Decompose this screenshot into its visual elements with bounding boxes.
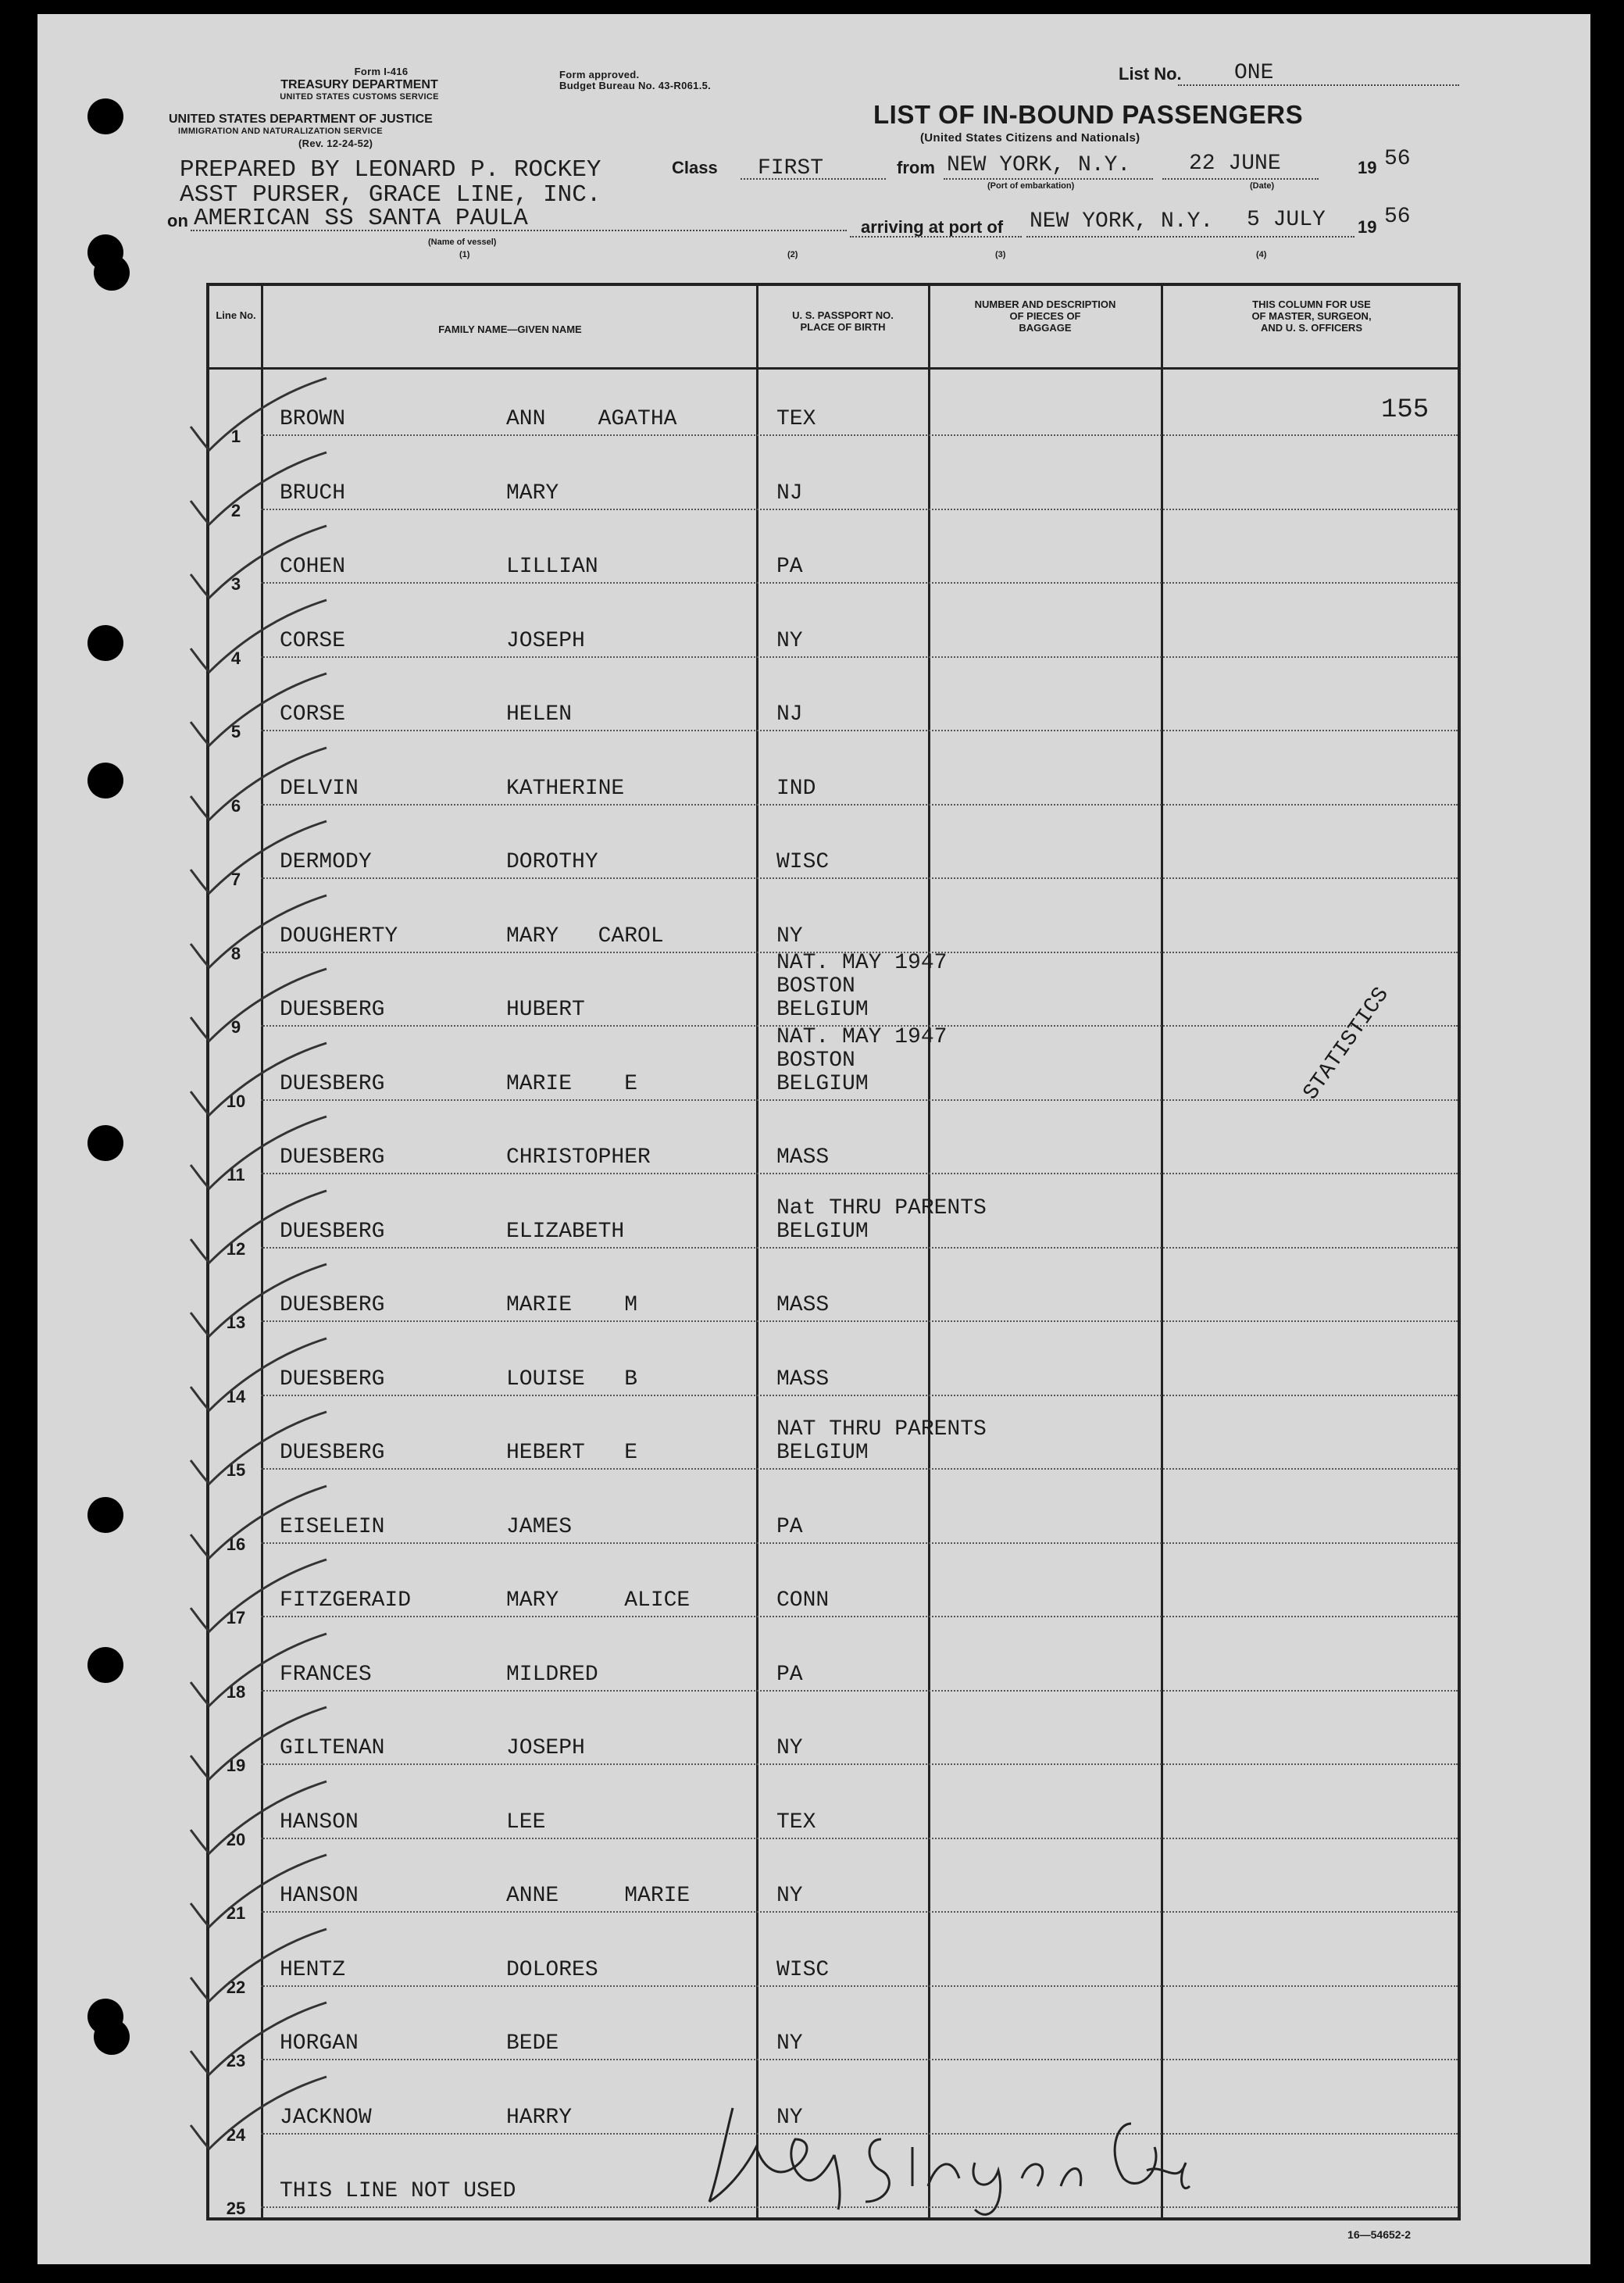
place-of-birth: BELGIUM (776, 998, 869, 1022)
family-name: DUESBERG (280, 1367, 385, 1392)
caption-1: (1) (459, 250, 470, 259)
place-of-birth: NY (776, 1884, 803, 1908)
row-rule (261, 804, 1458, 806)
row-rule (261, 1395, 1458, 1396)
family-name: HORGAN (280, 2031, 359, 2056)
year-prefix: 19 (1358, 158, 1377, 177)
col-line-no: Line No. (216, 309, 256, 321)
given-name: MARY CAROL (506, 924, 664, 949)
row-rule (261, 1099, 1458, 1101)
binder-hole (87, 763, 123, 799)
check-mark-icon (186, 963, 334, 1049)
family-name: HENTZ (280, 1957, 346, 1982)
arriving-label: arriving at port of (861, 217, 1004, 237)
dept-justice: UNITED STATES DEPARTMENT OF JUSTICE (169, 113, 433, 126)
col-passport: U. S. PASSPORT NO. PLACE OF BIRTH (792, 309, 894, 333)
check-mark-icon (186, 1110, 334, 1196)
embark-year: 56 (1384, 147, 1411, 171)
row-rule (261, 434, 1458, 436)
line-number: 4 (230, 648, 241, 668)
line-number: 7 (230, 870, 241, 889)
family-name: HANSON (280, 1884, 359, 1908)
row-rule (261, 656, 1458, 658)
family-name: CORSE (280, 702, 346, 727)
passenger-table (206, 283, 1461, 2220)
check-mark-icon (186, 1923, 334, 2009)
form-approved: Form approved. (559, 69, 640, 80)
line-number: 21 (226, 1903, 246, 1923)
page-subtitle: (United States Citizens and Nationals) (920, 131, 1140, 145)
year-prefix-2: 19 (1358, 217, 1377, 237)
line-number: 9 (230, 1017, 241, 1037)
embark-caption: (Port of embarkation) (987, 181, 1075, 191)
given-name: CHRISTOPHER (506, 1145, 651, 1170)
col-officers: THIS COLUMN FOR USE OF MASTER, SURGEON, AND U. S. OFFICERS (1251, 298, 1372, 334)
page-title: LIST OF IN-BOUND PASSENGERS (873, 100, 1304, 129)
check-mark-icon (186, 889, 334, 975)
form-number: Form I-416 (354, 66, 409, 77)
naturalization-note: Nat THRU PARENTS (776, 1195, 987, 1220)
budget-bureau: Budget Bureau No. 43-R061.5. (559, 80, 712, 91)
row-rule (261, 509, 1458, 510)
officer-note: 155 (1381, 395, 1429, 425)
given-name: MARY ALICE (506, 1588, 691, 1613)
check-mark-icon (186, 1332, 334, 1418)
given-name: LOUISE B (506, 1367, 638, 1392)
col-baggage: NUMBER AND DESCRIPTION OF PIECES OF BAGGAGE (974, 298, 1116, 334)
given-name: MARIE E (506, 1071, 638, 1096)
manifest-sheet (37, 14, 1590, 2264)
arrival-date: 5 JULY (1247, 208, 1326, 232)
binder-hole (87, 625, 123, 661)
place-of-birth: BELGIUM (776, 1219, 869, 1244)
family-name: CORSE (280, 628, 346, 653)
line-number: 3 (230, 574, 241, 594)
footer-code: 16—54652-2 (1347, 2228, 1411, 2241)
place-of-birth: NY (776, 628, 803, 653)
row-rule (261, 1838, 1458, 1839)
prepared-by: PREPARED BY LEONARD P. ROCKEY (180, 156, 601, 184)
check-mark-icon (186, 1627, 334, 1713)
place-of-birth: PA (776, 1662, 803, 1687)
place-of-birth: NY (776, 1736, 803, 1760)
from-label: from (897, 158, 935, 177)
customs-service: UNITED STATES CUSTOMS SERVICE (280, 92, 439, 102)
row-rule (261, 1690, 1458, 1692)
check-mark-icon (186, 520, 334, 606)
check-mark-icon (186, 594, 334, 680)
place-of-birth: NY (776, 924, 803, 949)
check-mark-icon (186, 1258, 334, 1344)
place-of-birth: NJ (776, 481, 803, 506)
row-rule (261, 730, 1458, 731)
family-name: DUESBERG (280, 998, 385, 1022)
caption-2: (2) (787, 250, 798, 259)
place-of-birth: NY (776, 2031, 803, 2056)
family-name: DUESBERG (280, 1071, 385, 1096)
given-name: LILLIAN (506, 555, 598, 579)
place-of-birth: PA (776, 1514, 803, 1539)
check-mark-icon (186, 1037, 334, 1123)
given-name: BEDE (506, 2031, 559, 2056)
place-of-birth: WISC (776, 1957, 830, 1982)
place-of-birth: TEX (776, 1810, 816, 1835)
check-mark-icon (186, 1996, 334, 2082)
arrival-port: NEW YORK, N.Y. (1030, 209, 1214, 234)
line-number: 11 (227, 1165, 245, 1184)
arrival-year: 56 (1384, 205, 1411, 229)
given-name: HUBERT (506, 998, 585, 1022)
on-label: on (167, 211, 188, 230)
line-number: 15 (226, 1460, 246, 1480)
family-name: DUESBERG (280, 1293, 385, 1317)
list-no-label: List No. (1119, 64, 1182, 84)
family-name: BROWN (280, 407, 346, 431)
binder-hole (87, 234, 123, 270)
family-name: DERMODY (280, 850, 372, 874)
family-name: HANSON (280, 1810, 359, 1835)
line-number: 20 (226, 1829, 246, 1849)
check-mark-icon (186, 372, 334, 458)
line-number: 22 (226, 1977, 246, 1997)
row-rule (261, 1173, 1458, 1174)
place-of-birth: MASS (776, 1293, 830, 1317)
given-name: HARRY (506, 2105, 573, 2130)
embark-date: 22 JUNE (1189, 152, 1281, 176)
line-number: 17 (226, 1608, 246, 1627)
vessel-name: AMERICAN SS SANTA PAULA (194, 205, 528, 232)
row-rule (261, 1985, 1458, 1987)
line-number: 19 (226, 1756, 246, 1775)
check-mark-icon (186, 1184, 334, 1270)
place-of-birth: WISC (776, 850, 830, 874)
binder-hole (87, 1497, 123, 1533)
line-number: 6 (230, 795, 241, 816)
line-number: 10 (226, 1091, 246, 1111)
treasury-dept: TREASURY DEPARTMENT (280, 78, 438, 91)
family-name: EISELEIN (280, 1514, 385, 1539)
row-rule (261, 582, 1458, 584)
row-rule (261, 1247, 1458, 1249)
given-name: MILDRED (506, 1662, 598, 1687)
row-rule (261, 1542, 1458, 1544)
family-name: COHEN (280, 555, 346, 579)
given-name: MARY (506, 481, 559, 506)
binder-hole (87, 98, 123, 134)
caption-4: (4) (1256, 250, 1267, 259)
place-of-birth: NY (776, 2105, 803, 2130)
given-name: JOSEPH (506, 628, 585, 653)
row-rule (261, 1320, 1458, 1322)
place-of-birth: PA (776, 555, 803, 579)
place-of-birth: MASS (776, 1367, 830, 1392)
given-name: KATHERINE (506, 776, 625, 801)
given-name: DOROTHY (506, 850, 598, 874)
check-mark-icon (186, 1406, 334, 1492)
statistics-stamp: STATISTICS (1299, 983, 1394, 1105)
line-number: 12 (226, 1238, 246, 1259)
inspector-signature (678, 2092, 1194, 2217)
given-name: JAMES (506, 1514, 573, 1539)
family-name: JACKNOW (280, 2105, 372, 2130)
line-number: 8 (230, 943, 241, 963)
line-number: 2 (230, 500, 241, 520)
place-of-birth: MASS (776, 1145, 830, 1170)
binder-hole (87, 1999, 123, 2035)
check-mark-icon (186, 667, 334, 753)
place-of-birth: BELGIUM (776, 1071, 869, 1096)
row-rule (261, 877, 1458, 879)
given-name: MARIE M (506, 1293, 638, 1317)
check-mark-icon (186, 1480, 334, 1566)
vessel-caption: (Name of vessel) (428, 238, 497, 247)
prepared-by-position: ASST PURSER, GRACE LINE, INC. (180, 181, 601, 209)
line-number: 25 (226, 2199, 246, 2218)
family-name: BRUCH (280, 481, 346, 506)
class-value: FIRST (758, 156, 824, 180)
family-name: GILTENAN (280, 1736, 385, 1760)
line-number: 14 (226, 1386, 246, 1406)
check-mark-icon (186, 1849, 334, 1935)
line-number: 24 (226, 2124, 246, 2145)
date-caption: (Date) (1250, 181, 1275, 191)
family-name: DELVIN (280, 776, 359, 801)
family-name: FITZGERAID (280, 1588, 412, 1613)
revision: (Rev. 12-24-52) (298, 138, 373, 149)
family-name: DUESBERG (280, 1219, 385, 1244)
given-name: HEBERT E (506, 1441, 638, 1465)
place-of-birth: NJ (776, 702, 803, 727)
given-name: ANN AGATHA (506, 407, 677, 431)
check-mark-icon (186, 1553, 334, 1639)
family-name: DOUGHERTY (280, 924, 398, 949)
line-number: 5 (230, 722, 241, 741)
given-name: ANNE MARIE (506, 1884, 691, 1908)
binder-hole (87, 1647, 123, 1683)
naturalization-note: NAT THRU PARENTS (776, 1417, 987, 1442)
caption-3: (3) (995, 250, 1006, 259)
check-mark-icon (186, 741, 334, 827)
row-rule (261, 1468, 1458, 1470)
list-no-value: ONE (1234, 61, 1274, 85)
line-number: 18 (226, 1681, 246, 1702)
line-number: 16 (226, 1534, 246, 1554)
place-of-birth: IND (776, 776, 816, 801)
family-name: FRANCES (280, 1662, 372, 1687)
given-name: LEE (506, 1810, 546, 1835)
row-rule (261, 1616, 1458, 1617)
family-name: DUESBERG (280, 1441, 385, 1465)
given-name: JOSEPH (506, 1736, 585, 1760)
given-name: HELEN (506, 702, 573, 727)
naturalization-note: NAT. MAY 1947 BOSTON (776, 951, 948, 999)
check-mark-icon (186, 446, 334, 532)
place-of-birth: BELGIUM (776, 1441, 869, 1465)
check-mark-icon (186, 815, 334, 901)
line-number: 1 (230, 427, 241, 446)
col-name: FAMILY NAME—GIVEN NAME (438, 323, 582, 335)
given-name: ELIZABETH (506, 1219, 625, 1244)
binder-hole (87, 1125, 123, 1161)
embark-port: NEW YORK, N.Y. (947, 153, 1131, 177)
given-name: DOLORES (506, 1957, 598, 1982)
line-number: 23 (226, 2051, 246, 2070)
row-rule (261, 1911, 1458, 1913)
check-mark-icon (186, 1775, 334, 1861)
row-rule (261, 2059, 1458, 2060)
ins: IMMIGRATION AND NATURALIZATION SERVICE (178, 127, 383, 136)
check-mark-icon (186, 2070, 334, 2156)
naturalization-note: NAT. MAY 1947 BOSTON (776, 1024, 948, 1073)
place-of-birth: CONN (776, 1588, 830, 1613)
check-mark-icon (186, 1701, 334, 1787)
family-name: THIS LINE NOT USED (280, 2179, 516, 2203)
row-rule (261, 1763, 1458, 1765)
class-label: Class (672, 158, 718, 177)
place-of-birth: TEX (776, 407, 816, 431)
family-name: DUESBERG (280, 1145, 385, 1170)
line-number: 13 (226, 1313, 246, 1332)
